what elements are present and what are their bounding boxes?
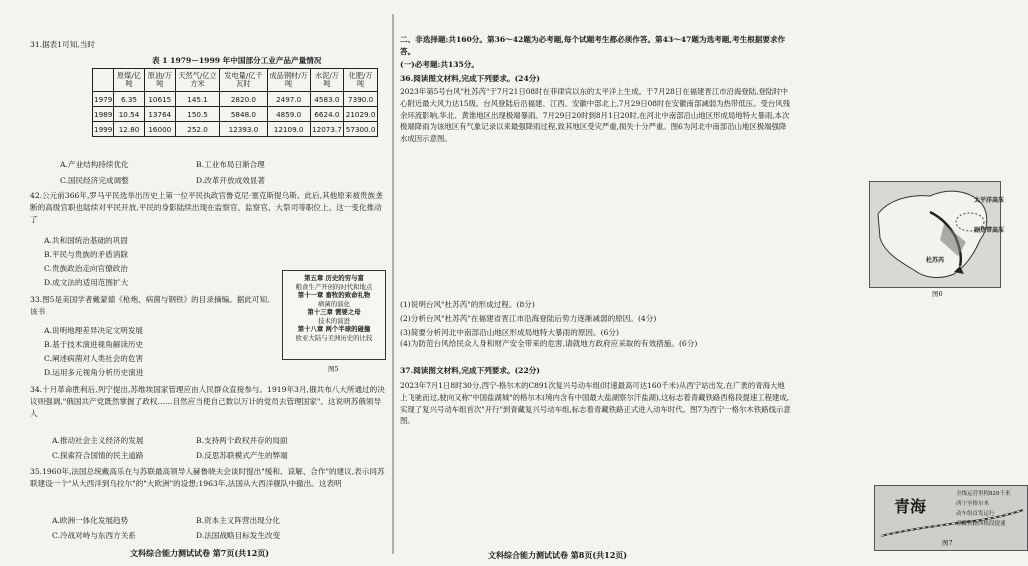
q34-option-a[interactable]: A.推动社会主义经济的发展 [52,436,144,445]
table-header-row [93,69,378,92]
table-row [93,92,378,107]
q32-option-d[interactable]: D.成文法的适用范围扩大 [44,278,129,287]
toc-line: 技术的演进 [318,316,350,325]
fig6-label-subtropical-high: 副热带高压 [974,227,1005,234]
figure-5-caption: 图5 [328,365,339,373]
table-header-cell: 原油/万吨 [144,69,175,92]
fig6-label-pacific-high: 太平洋高压 [974,197,1005,204]
table-header-cell: 原煤/亿吨 [114,69,144,92]
q36-stem: 36.阅读图文材料,完成下列要求。(24分) [400,74,540,83]
table-cell: 2497.0 [267,92,310,107]
toc-line: 第十一章 畜牧的致命礼物 [297,291,371,299]
table-header-cell: 化肥/万吨 [344,69,378,92]
table-header-cell [93,69,114,92]
toc-line: 第五章 历史的穷与富 [304,274,364,282]
q35-option-a[interactable]: A.欧洲一体化发展趋势 [52,516,129,525]
q34-option-b[interactable]: B.支持两个政权并存的局面 [196,436,288,445]
table-cell: 10.54 [114,107,144,122]
page-footer-left: 文科综合能力测试试卷 第7页(共12页) [130,548,270,558]
fig7-label-route: 西宁至格尔木 [956,501,990,507]
toc-line: 第十八章 两个半球的碰撞 [297,325,371,333]
table-cell: 57300.0 [344,122,378,137]
q32-option-a[interactable]: A.共和国统治基础的巩固 [44,236,128,245]
q31-intro: 31.据表1可知,当时 [30,40,95,49]
table-cell: 1979 [93,92,114,107]
table-header-cell: 水泥/万吨 [310,69,344,92]
q37-material: 2023年7月1日8时30分,西宁-格尔木的C891次复兴号动车组(时速最高可达160千米)从西宁站出发,在广袤的青海大地上飞驰而过,驶向又称"中国盐湖城"的格尔木(境内含有中国最大盐湖察尔汗盐湖),这标志着青藏铁路西格段提速工程建成,实现了复兴号动车组首次"开行"到青藏复兴号动车组,标志着青藏铁路正式进入动车时代。图7为西宁一格尔木铁路线示意图。 [400,381,791,426]
table-cell: 12073.7 [310,122,344,137]
q36-sub-2: (2)分析台风"杜苏芮"在福建省晋江市沿海登陆后势力逐渐减弱的原因。(4分) [400,314,657,323]
toc-line: 第十三章 需要之母 [307,308,361,316]
q33-option-c[interactable]: C.阐述病菌对人类社会的危害 [44,354,144,363]
q33-stem: 33.图5是美国学者戴蒙德《枪炮、病菌与钢铁》的目录摘编。据此可知,该书 [30,295,270,316]
q31-option-b[interactable]: B.工业布局日渐合理 [196,160,265,169]
q36-sub-1: (1)说明台风"杜苏芮"的形成过程。(8分) [400,300,535,309]
table-cell: 21029.0 [344,107,378,122]
fig7-label-upgrade: 青藏铁路西格段提速 [956,521,1006,527]
table-cell: 6.35 [114,92,144,107]
q34-stem: 34.十月革命胜利后,列宁提出,苏维埃国家管理应由人民群众直接参与。1919年3月,俄共布八大所通过的决议则强调,"俄国共产党既然掌握了政权……目然应当使自己数以万计的党员去管理国家"。这说明苏俄领导人 [30,385,385,418]
q36-material: 2023年第5号台风"杜苏芮"于7月21日08时在菲律宾以东的太平洋上生成。于7月28日在福建晋江市沿海登陆,登陆时中心附近最大风力达15级。台风登陆后沿福建、江西、安徽中部北上,7月29日08时在安徽南部减弱为热带低压。受台风残余环流影响,华北、黄淮地区出现极端暴雨。7月29日20时到8月1日20时,在河北中南部沿山地区形成局地特大暴雨,本次极端降雨为该地区有气象记录以来最强降雨过程,致其地区受灾严重,损失十分严重。图6为河北中南部沿山地区极端强降水成因示意图。 [400,87,791,144]
q36-sub-3: (3)简要分析河北中南部沿山地区形成局地特大暴雨的原因。(6分) [400,328,619,337]
table-cell: 16000 [144,122,175,137]
figure-6-caption: 图6 [932,290,943,298]
table-cell: 12109.0 [267,122,310,137]
table-cell: 7390.0 [344,92,378,107]
table-cell: 12393.0 [220,122,268,137]
q31-option-a[interactable]: A.产业结构持续优化 [60,160,129,169]
table-header-cell: 发电量/亿千瓦时 [220,69,268,92]
q35-option-d[interactable]: D.法国战略目标发生改变 [196,531,281,540]
q35-stem: 35.1960年,法国总统戴高乐在与苏联最高领导人赫鲁晓夫会谈时提出"缓和、谅解、合作"的建议,表示同苏联建设一个"从大西洋到乌拉尔"的"大欧洲"的设想;1963年,法国从大西洋舰队中撤出。这表明 [30,467,385,488]
q35-option-c[interactable]: C.冷战对峙与东西方关系 [52,531,136,540]
table-cell: 4583.0 [310,92,344,107]
q36-sub-4: (4)为防范台风给民众人身和财产安全带来的危害,请就地方政府应采取的有效措施。(6分) [400,339,698,348]
table-header-cell: 天然气/亿立方米 [175,69,219,92]
table-cell: 6624.0 [310,107,344,122]
table-cell: 1999 [93,122,114,137]
toc-line: 粮食生产开创的时代和地点 [295,282,373,291]
q31-option-c[interactable]: C.国民经济完成调整 [60,176,129,185]
table-header-cell: 成品钢材/万吨 [267,69,310,92]
q33-option-b[interactable]: B.基于技术演进视角解读历史 [44,340,144,349]
table-cell: 1989 [93,107,114,122]
table-cell: 12.80 [114,122,144,137]
page-divider [392,14,394,554]
fig7-label-distance: 全线运营里程829千米 [956,491,1011,497]
q31-option-d[interactable]: D.改革开放成效显著 [196,176,265,185]
fig7-label-first-run: 动车组首发运行 [956,511,995,517]
q35-option-b[interactable]: B.资本主义阵营出现分化 [196,516,280,525]
table-cell: 252.0 [175,122,219,137]
right-page [396,0,1011,566]
table-cell: 145.1 [175,92,219,107]
table-cell: 13764 [144,107,175,122]
q32-option-c[interactable]: C.贵族政治走向官僚政治 [44,264,128,273]
table-cell: 150.5 [175,107,219,122]
q32-stem: 42.公元前366年,罗马平民选举出历史上第一位平民执政官鲁克尼·塞克斯提乌斯。此后,其他原来被贵族垄断的高级官职也陆续对平民开放,平民的身影陆续出现在监察官、监察官、大祭司等职位上。这一变化推动了 [30,191,383,224]
table-row [93,107,378,122]
q34-option-d[interactable]: D.反思苏联模式产生的弊端 [196,451,288,460]
industry-table [92,68,378,137]
table-row [93,122,378,137]
q33-option-a[interactable]: A.说明地理差异决定文明发展 [44,326,144,335]
required-heading: (一)必考题:共135分。 [400,60,479,69]
section-heading: 二、非选择题:共160分。第36～42题为必考题,每个试题考生都必须作答。第43～47题为选考题,考生根据要求作答。 [400,35,786,56]
table-cell: 2820.0 [220,92,268,107]
table-cell: 10615 [144,92,175,107]
toc-line: 欧亚大陆与美洲历史的比较 [295,333,373,342]
q34-option-c[interactable]: C.探索符合国情的民主道路 [52,451,144,460]
table-cell: 5848.0 [220,107,268,122]
table-cell: 4859.0 [267,107,310,122]
toc-line: 病菌的演化 [318,299,350,308]
figure-7-caption: 图7 [942,539,953,547]
left-page [0,0,392,566]
q32-option-b[interactable]: B.平民与贵族的矛盾消除 [44,250,128,259]
page-footer-right: 文科综合能力测试试卷 第8页(共12页) [488,550,628,560]
q37-stem: 37.阅读图文材料,完成下列要求。(22分) [400,366,540,375]
figure-7-title: 青海 [894,497,927,516]
table-title: 表 1 1979－1999 年中国部分工业产品产量情况 [152,56,322,65]
fig6-label-doksuri: 杜苏芮 [926,257,945,264]
figure-5-toc [282,270,386,360]
q33-option-d[interactable]: D.运用多元视角分析历史演进 [44,368,144,377]
